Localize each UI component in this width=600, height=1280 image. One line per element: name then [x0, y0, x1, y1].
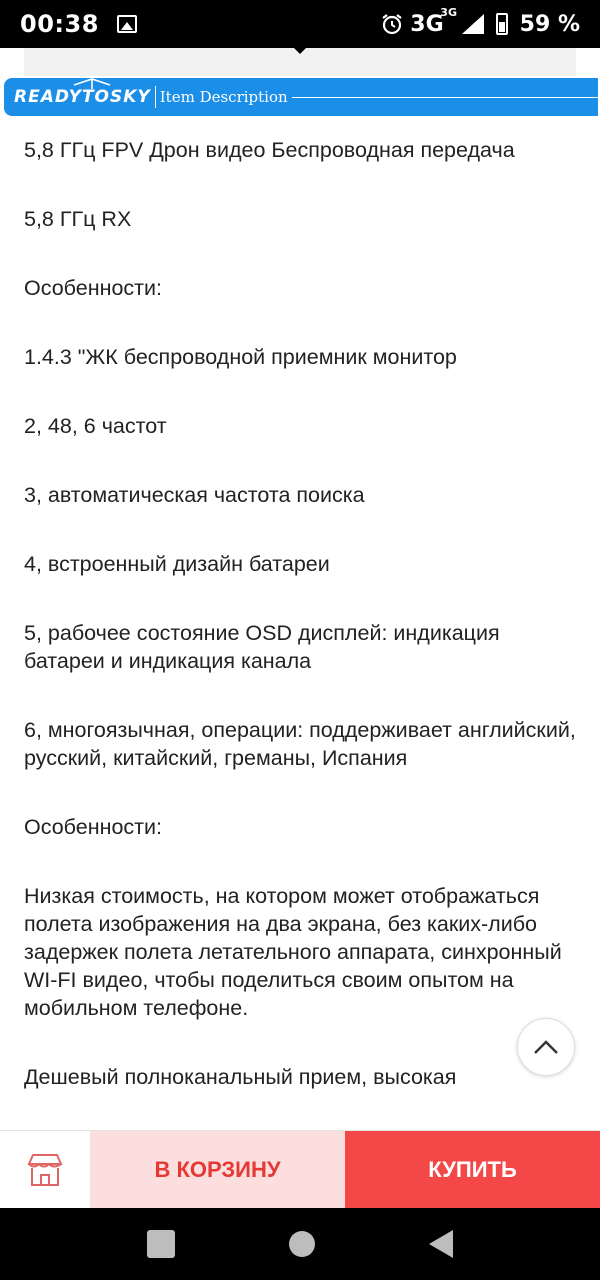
description-line: 3, автоматическая частота поиска	[24, 483, 365, 507]
bottom-action-bar	[0, 1130, 600, 1208]
scroll-to-top-button[interactable]	[517, 1018, 575, 1076]
description-line: 5,8 ГГц RX	[24, 207, 132, 231]
back-button[interactable]	[429, 1230, 453, 1258]
description-line: Низкая стоимость, на котором может отображаться полета изображения на два экрана, без каких-либо задержек полета летательного аппарата, синхронный WI-FI видео, чтобы поделиться своим опытом на мобильном телефоне.	[24, 884, 562, 1020]
description-line: 1.4.3 "ЖК беспроводной приемник монитор	[24, 345, 457, 369]
description-line: Особенности:	[24, 276, 162, 300]
recent-apps-button[interactable]	[147, 1230, 175, 1258]
store-icon	[25, 1150, 65, 1190]
battery-level: 59 %	[519, 11, 580, 37]
item-description-text	[24, 136, 584, 1091]
buy-now-button[interactable]: КУПИТЬ	[345, 1131, 600, 1209]
status-time: 00:38	[20, 10, 99, 38]
drone-logo-icon	[72, 78, 112, 91]
description-line: Дешевый полноканальный прием, высокая	[24, 1065, 457, 1089]
home-button[interactable]	[289, 1231, 315, 1257]
system-nav-bar	[0, 1208, 600, 1280]
description-line: 5, рабочее состояние OSD дисплей: индикация батареи и индикация канала	[24, 621, 500, 673]
status-indicators	[380, 5, 580, 37]
banner-separator	[155, 86, 156, 108]
description-line: 6, многоязычная, операции: поддерживает английский, русский, китайский, греманы, Испания	[24, 718, 576, 770]
banner-title: Item Description	[159, 88, 288, 106]
pointer-caret-icon	[292, 46, 308, 54]
add-to-cart-button[interactable]: В КОРЗИНУ	[90, 1131, 345, 1209]
description-line: 5,8 ГГц FPV Дрон видео Беспроводная передача	[24, 138, 515, 162]
status-bar	[0, 0, 600, 48]
store-button[interactable]	[0, 1131, 90, 1209]
alarm-icon	[380, 12, 404, 36]
chevron-up-icon	[532, 1038, 560, 1056]
battery-icon	[496, 13, 508, 35]
item-description-banner	[4, 78, 598, 116]
description-line: Особенности:	[24, 815, 162, 839]
signal-icon	[462, 14, 484, 34]
brand-logo: READYTOSKY	[14, 87, 151, 107]
image-notification-icon	[117, 15, 137, 33]
description-line: 4, встроенный дизайн батареи	[24, 552, 330, 576]
network-type: 3G 3G	[410, 5, 457, 37]
banner-line	[292, 97, 598, 98]
description-line: 2, 48, 6 частот	[24, 414, 167, 438]
